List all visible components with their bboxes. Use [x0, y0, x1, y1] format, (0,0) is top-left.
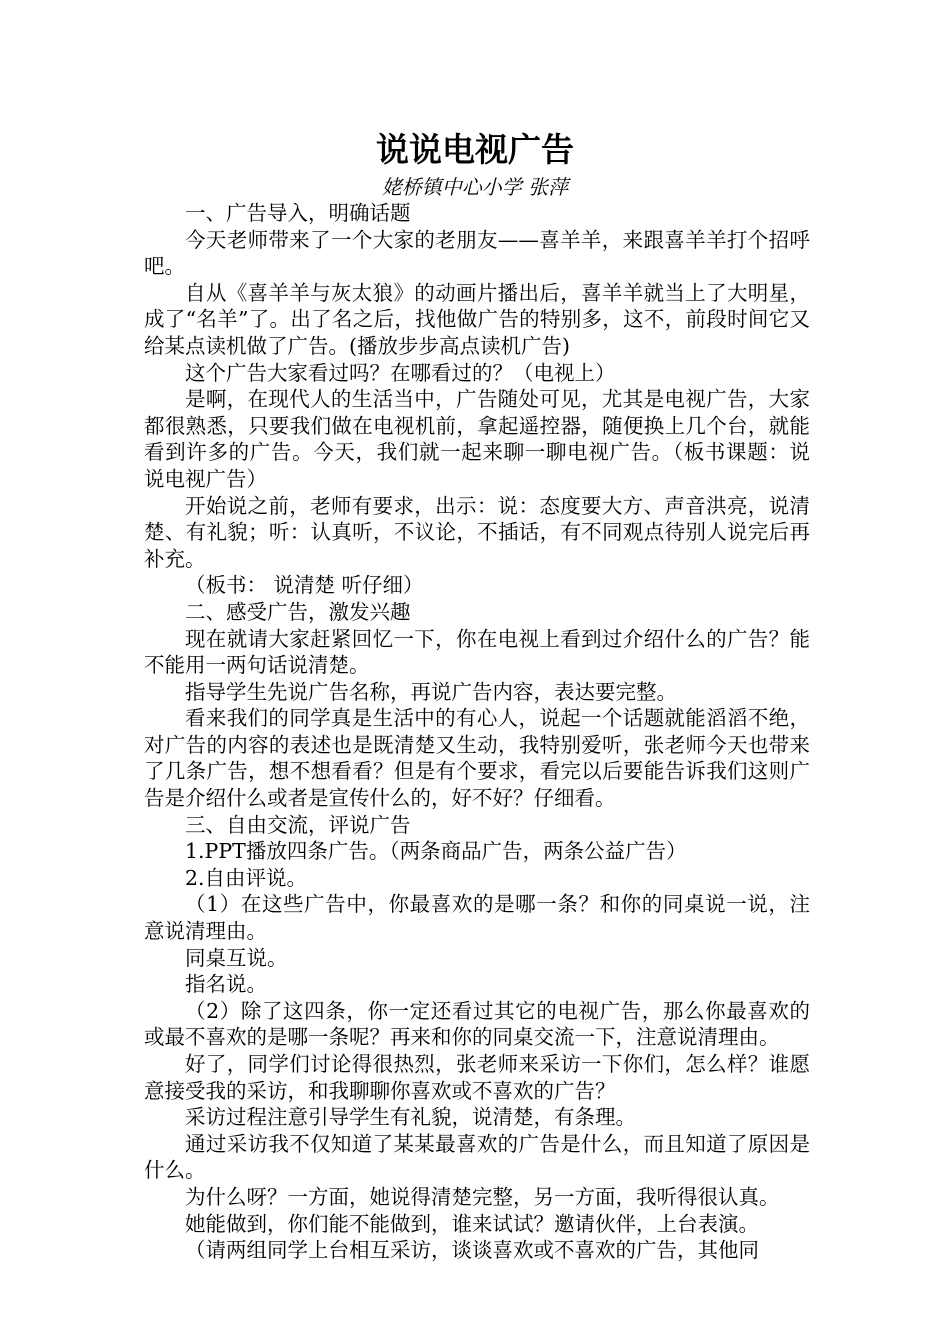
paragraph: （板书： 说清楚 听仔细）: [185, 573, 424, 598]
paragraph: （1）在这些广告中，你最喜欢的是哪一条？和你的同桌说一说，注意说清理由。: [144, 892, 810, 944]
paragraph: 1.PPT播放四条广告。（两条商品广告，两条公益广告）: [185, 839, 687, 864]
paragraph: 为什么呀？一方面，她说得清楚完整，另一方面，我听得很认真。: [185, 1184, 780, 1209]
paragraph: （2）除了这四条，你一定还看过其它的电视广告，那么你最喜欢的或最不喜欢的是哪一条呢？再来和你的同桌交流一下，注意说清理由。: [144, 998, 810, 1050]
paragraph: 二、感受广告，激发兴趣: [185, 599, 411, 624]
document-subtitle: 姥桥镇中心小学 张萍: [381, 175, 569, 199]
paragraph: 看来我们的同学真是生活中的有心人，说起一个话题就能滔滔不绝，对广告的内容的表述也是既清楚又生动，我特别爱听，张老师今天也带来了几条广告，想不想看看？但是有个要求，看完以后要能告诉我们这则广告是介绍什么或者是宣传什么的，好不好？仔细看。: [144, 706, 810, 811]
paragraph: 指名说。: [185, 972, 267, 997]
paragraph: 她能做到，你们能不能做到，谁来试试？邀请伙伴，上台表演。: [185, 1211, 759, 1236]
document-body: [144, 200, 810, 1264]
paragraph: 今天老师带来了一个大家的老朋友——喜羊羊，来跟喜羊羊打个招呼吧。: [144, 227, 810, 279]
paragraph: 现在就请大家赶紧回忆一下，你在电视上看到过介绍什么的广告？能不能用一两句话说清楚。: [144, 626, 810, 678]
document-title: 说说电视广告: [376, 130, 574, 169]
paragraph: 好了，同学们讨论得很热烈，张老师来采访一下你们，怎么样？谁愿意接受我的采访，和我聊聊你喜欢或不喜欢的广告？: [144, 1052, 810, 1103]
paragraph: 同桌互说。: [185, 945, 288, 970]
paragraph: 采访过程注意引导学生有礼貌，说清楚，有条理。: [185, 1105, 636, 1130]
paragraph: 是啊，在现代人的生活当中，广告随处可见，尤其是电视广告，大家都很熟悉，只要我们做在电视机前，拿起遥控器，随便换上几个台，就能看到许多的广告。今天，我们就一起来聊一聊电视广告。（板书课题：说说电视广告）: [144, 387, 810, 491]
paragraph: 自从《喜羊羊与灰太狼》的动画片播出后，喜羊羊就当上了大明星，成了“名羊”了。出了名之后，找他做广告的特别多，这不，前段时间它又给某点读机做了广告。(播放步步高点读机广告): [144, 280, 810, 358]
paragraph: 开始说之前，老师有要求，出示：说：态度要大方、声音洪亮，说清楚、有礼貌；听：认真听，不议论，不插话，有不同观点待别人说完后再补充。: [144, 493, 810, 571]
paragraph: 这个广告大家看过吗？在哪看过的？（电视上）: [185, 360, 616, 385]
paragraph: （请两组同学上台相互采访，谈谈喜欢或不喜欢的广告，其他同: [185, 1238, 759, 1263]
paragraph: 通过采访我不仅知道了某某最喜欢的广告是什么，而且知道了原因是什么。: [144, 1131, 810, 1183]
paragraph: 2.自由评说。: [185, 865, 308, 890]
paragraph: 三、自由交流，评说广告: [185, 812, 411, 837]
paragraph: 一、广告导入，明确话题: [185, 201, 411, 225]
paragraph: 指导学生先说广告名称，再说广告内容，表达要完整。: [185, 679, 677, 704]
